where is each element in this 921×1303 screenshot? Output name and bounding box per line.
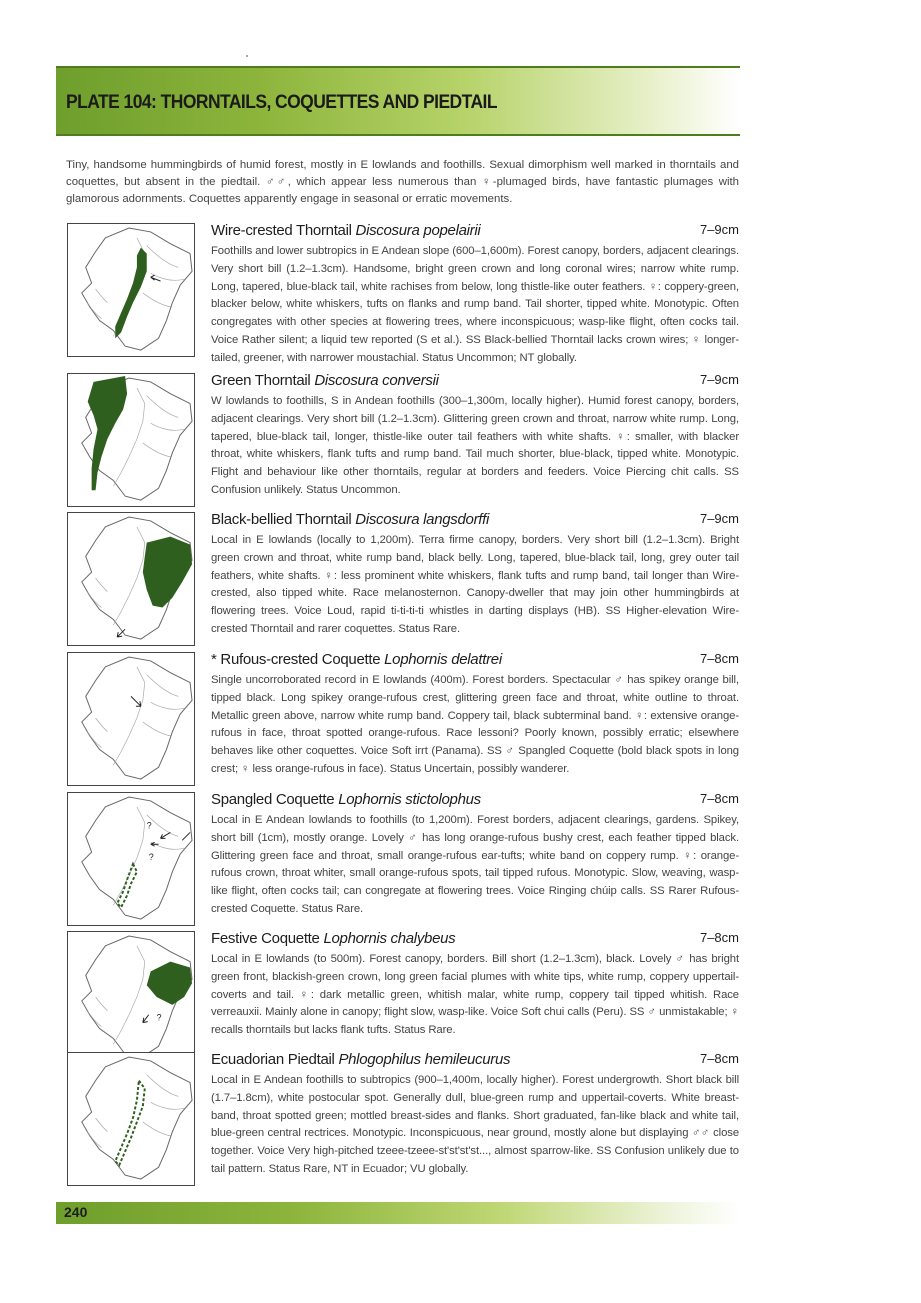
range-map-rufous-crested-coquette: [67, 652, 195, 786]
range-map-wire-crested-thorntail: [67, 223, 195, 357]
species-name: [211, 372, 439, 389]
scientific-name: Lophornis chalybeus: [323, 930, 456, 947]
ecuador-outline-map: [68, 224, 194, 356]
ecuador-outline-map: [68, 374, 194, 506]
header-bottom-rule: [56, 134, 740, 136]
species-heading: [211, 511, 739, 531]
species-description: Local in E Andean foothills to subtropics (900–1,400m, locally higher). Forest undergrowth. Short black bill (1.7–1.8cm), white postocular spot. Generally dull, blue-green rump and uppertail-coverts. White breast-band, throat spotted green; mottled breast-sides and flanks. Short graduated, fan-like black and white tail, blue-green central rectrices. Monotypic. Inconspicuous, near ground, mostly alone but displaying ♂♂ close together. Voice Very high-pitched tzeee-tzeee-st'st'st'st..., almost sparrow-like. SS Confusion unlikely due to tail pattern. Status Rare, NT in Ecuador; VU globally.: [211, 1074, 739, 1175]
species-name: [211, 651, 502, 668]
intro-paragraph: Tiny, handsome hummingbirds of humid forest, mostly in E lowlands and foothills. Sexual dimorphism well marked in thorntails and coquettes, but absent in the piedtail. ♂♂, which appear less numerous than ♀-plumaged birds, have fantastic plumages with glamorous adornments. Coquettes apparently engage in seasonal or erratic movements.: [66, 159, 739, 205]
species-account-wire-crested-thorntail: [211, 222, 739, 368]
common-name: Spangled Coquette: [211, 791, 335, 808]
common-name: Ecuadorian Piedtail: [211, 1051, 335, 1068]
species-heading: [211, 222, 739, 242]
ecuador-outline-map: [68, 932, 194, 1064]
species-name: [211, 222, 480, 239]
page-footer-band: [56, 1202, 740, 1224]
common-name: Wire-crested Thorntail: [211, 222, 352, 239]
scientific-name: Discosura popelairii: [355, 222, 481, 239]
ecuador-outline-map: [68, 513, 194, 645]
species-account-festive-coquette: [211, 930, 739, 1040]
species-account-green-thorntail: [211, 372, 739, 500]
body-size: 7–9cm: [699, 372, 739, 387]
species-name: [211, 930, 455, 947]
species-heading: [211, 372, 739, 392]
header-top-rule: [56, 66, 740, 68]
range-map-black-bellied-thorntail: [67, 512, 195, 646]
scientific-name: Discosura conversii: [314, 372, 439, 389]
common-name: Green Thorntail: [211, 372, 311, 389]
species-account-spangled-coquette: [211, 791, 739, 919]
species-description: Local in E lowlands (to 500m). Forest canopy, borders. Bill short (1.2–1.3cm), black. Lovely ♂ has bright green front, blackish-green crown, long green facial plumes with white tips, white rump, coppery uppertail-coverts and tail. ♀: dark metallic green, whitish malar, white rump, coppery tail tipped whitish. Race verreauxii. Mainly alone in canopy; flight slow, wasp-like. Voice Soft chui calls (Peru). SS ♂ unmistakable; ♀ recalls thorntails but lacks flank tufts. Status Rare.: [211, 953, 739, 1037]
scientific-name: Lophornis stictolophus: [338, 791, 481, 808]
body-size: 7–8cm: [699, 1051, 739, 1066]
stray-mark: [246, 55, 248, 57]
species-name: [211, 1051, 510, 1068]
species-description: Local in E Andean lowlands to foothills (to 1,200m). Forest borders, adjacent clearings, gardens. Spikey, short bill (1cm), mostly orange. Lovely ♂ has long orange-rufous bushy crest, each feather tipped black. Glittering green face and throat, small orange-rufous ear-tufts; white band on coppery rump. ♀: orange-rufous crown, throat whiter, small orange-rufous spots, tail tipped rufous. Monotypic. Slow, weaving, wasp-like flight, often cocks tail; can congregate at flowering trees. Voice Ringing chúip calls. SS Rarer Rufous-crested Coquette. Status Rare.: [211, 814, 739, 915]
common-name: Festive Coquette: [211, 930, 320, 947]
scientific-name: Discosura langsdorffi: [355, 511, 490, 528]
species-heading: [211, 651, 739, 671]
svg-text:?: ?: [148, 851, 154, 862]
ecuador-outline-map: [68, 653, 194, 785]
svg-text:?: ?: [146, 820, 152, 831]
body-size: 7–8cm: [699, 930, 739, 945]
species-prefix: *: [211, 651, 221, 668]
species-description: Foothills and lower subtropics in E Andean slope (600–1,600m). Forest canopy, borders, adjacent clearings. Very short bill (1.2–1.3cm). Handsome, bright green crown and long coronal wires; narrow white rump. Long, tapered, blue-black tail, white rachises from below, long thistle-like outer feathers. ♀: coppery-green, blacker below, white whiskers, tufts on flanks and rump band. Tail shorter, tipped white. Monotypic. Often congregates with other species at flowering trees, where inconspicuous; wasp-like flight, often cocks tail. Voice Rather silent; a liquid tew reported (S et al.). SS Black-bellied Thorntail lacks crown wires; ♀ longer-tailed, greener, with narrower moustachial. Status Uncommon; NT globally.: [211, 245, 739, 364]
svg-text:?: ?: [156, 1012, 162, 1023]
range-map-spangled-coquette: [67, 792, 195, 926]
species-name: [211, 511, 489, 528]
range-map-festive-coquette: [67, 931, 195, 1065]
species-heading: [211, 930, 739, 950]
species-account-rufous-crested-coquette: [211, 651, 739, 779]
species-heading: [211, 791, 739, 811]
range-map-green-thorntail: [67, 373, 195, 507]
body-size: 7–8cm: [699, 791, 739, 806]
plate-title: PLATE 104: THORNTAILS, COQUETTES AND PIEDTAIL: [66, 92, 497, 113]
species-description: Local in E lowlands (locally to 1,200m). Terra firme canopy, borders. Very short bill (1.2–1.3cm). Bright green crown and throat, white rump band, black belly. Long, tapered, blue-black tail, long, grey outer tail feathers, white shafts. ♀: less prominent white whiskers, flank tufts and rump band, tail longer than Wire-crested, also tipped white. Race melanosternon. Canopy-dweller that may join other hummingbirds at flowering trees. Voice Loud, rapid ti-ti-ti-ti whistles in darting displays (HB). SS Higher-elevation Wire-crested Thorntail and rarer coquettes. Status Rare.: [211, 534, 739, 635]
ecuador-outline-map: [68, 793, 194, 925]
common-name: Rufous-crested Coquette: [220, 651, 381, 668]
species-name: [211, 791, 481, 808]
scientific-name: Lophornis delattrei: [384, 651, 502, 668]
species-description: W lowlands to foothills, S in Andean foothills (300–1,300m, locally higher). Humid forest canopy, borders, adjacent clearings. Very short bill (1.2–1.3cm). Glittering green crown and throat, narrow white rump. Long, tapered, blue-black tail, longer, thistle-like outer tail feathers with white shafts. ♀: smaller, with blacker throat, white whiskers, flank tufts and rump band. Tail much shorter, blue-black, tipped white. Monotypic. Flight and behaviour like other thorntails, regular at borders and feeders. Voice Piercing chit calls. SS Confusion unlikely. Status Uncommon.: [211, 395, 739, 496]
range-map-ecuadorian-piedtail: [67, 1052, 195, 1186]
species-account-ecuadorian-piedtail: [211, 1051, 739, 1179]
body-size: 7–8cm: [699, 651, 739, 666]
body-size: 7–9cm: [699, 222, 739, 237]
page-number: 240: [64, 1204, 88, 1220]
species-account-black-bellied-thorntail: [211, 511, 739, 639]
scientific-name: Phlogophilus hemileucurus: [338, 1051, 511, 1068]
common-name: Black-bellied Thorntail: [211, 511, 352, 528]
species-description: Single uncorroborated record in E lowlands (400m). Forest borders. Spectacular ♂ has spikey orange bill, tipped black. Long spikey orange-rufous crest, glittering green face and throat, white outline to throat. Metallic green above, narrow white rump band. Coppery tail, black subterminal band. ♀: extensive orange-rufous in face, throat spotted orange-rufous. Race lessoni? Poorly known, possibly erratic; elsewhere behaves like other coquettes. Voice Soft irrt (Panama). SS ♂ Spangled Coquette (bold black spots in long crest; ♀ less orange-rufous in face). Status Uncertain, possibly wanderer.: [211, 674, 739, 775]
body-size: 7–9cm: [699, 511, 739, 526]
ecuador-outline-map: [68, 1053, 194, 1185]
species-heading: [211, 1051, 739, 1071]
